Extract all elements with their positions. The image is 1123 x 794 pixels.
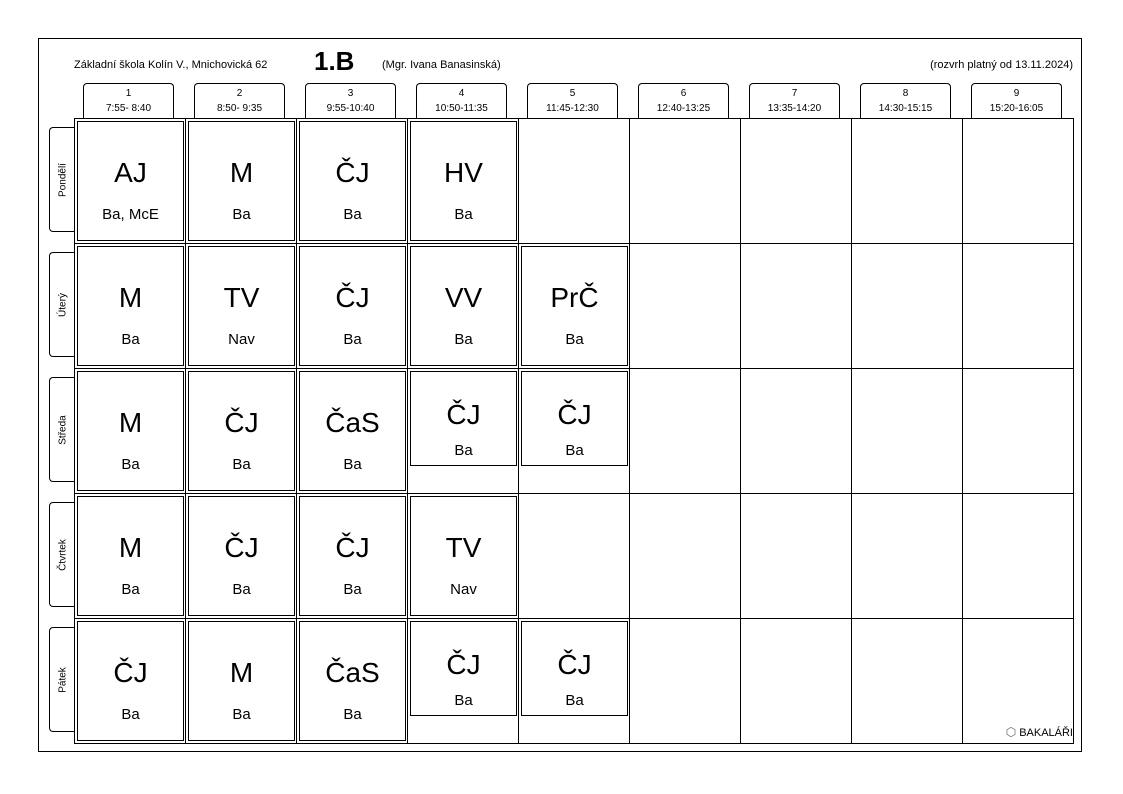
lesson-cell[interactable] bbox=[299, 621, 406, 741]
grid-column-line bbox=[629, 119, 630, 743]
period-tab-2 bbox=[194, 83, 285, 118]
period-time: 11:45-12:30 bbox=[546, 103, 599, 114]
lesson-cell[interactable] bbox=[410, 246, 517, 366]
lesson-teacher: Ba bbox=[565, 331, 584, 348]
lesson-cell[interactable] bbox=[521, 246, 628, 366]
period-time: 9:55-10:40 bbox=[326, 103, 375, 114]
lesson-teacher: Ba bbox=[454, 442, 473, 459]
grid-column-line bbox=[296, 119, 297, 743]
period-time: 13:35-14:20 bbox=[767, 103, 822, 114]
lesson-cell[interactable] bbox=[77, 246, 184, 366]
day-tab-1 bbox=[49, 127, 75, 232]
period-number: 1 bbox=[125, 88, 132, 99]
lesson-cell[interactable] bbox=[299, 496, 406, 616]
hexagon-logo-icon: ⬡ bbox=[1005, 725, 1017, 739]
period-tab-5 bbox=[527, 83, 618, 118]
period-number: 7 bbox=[791, 88, 798, 99]
period-tab-7 bbox=[749, 83, 840, 118]
lesson-teacher: Nav bbox=[450, 581, 477, 598]
lesson-subject: ČJ bbox=[335, 282, 370, 313]
lesson-teacher: Nav bbox=[228, 331, 255, 348]
day-name: Pátek bbox=[57, 666, 68, 693]
lesson-teacher: Ba bbox=[454, 206, 473, 223]
lesson-teacher: Ba bbox=[454, 692, 473, 709]
lesson-subject: VV bbox=[444, 282, 483, 313]
lesson-cell[interactable] bbox=[521, 371, 628, 466]
lesson-cell[interactable] bbox=[188, 496, 295, 616]
period-time: 12:40-13:25 bbox=[656, 103, 711, 114]
period-tab-9 bbox=[971, 83, 1062, 118]
lesson-subject: M bbox=[118, 282, 143, 313]
lesson-teacher: Ba bbox=[565, 442, 584, 459]
lesson-subject: AJ bbox=[114, 157, 147, 188]
lesson-subject: ČaS bbox=[325, 407, 380, 438]
lesson-subject: ČaS bbox=[325, 657, 380, 688]
grid-row-line bbox=[75, 618, 1073, 619]
lesson-teacher: Ba bbox=[343, 581, 362, 598]
lesson-cell[interactable] bbox=[188, 121, 295, 241]
lesson-subject: M bbox=[118, 532, 143, 563]
grid-row-line bbox=[75, 243, 1073, 244]
lesson-cell[interactable] bbox=[188, 621, 295, 741]
lesson-subject: ČJ bbox=[446, 649, 481, 680]
lesson-cell[interactable] bbox=[521, 621, 628, 716]
period-time: 15:20-16:05 bbox=[989, 103, 1044, 114]
lesson-teacher: Ba bbox=[232, 456, 251, 473]
bakalari-logo bbox=[1006, 725, 1073, 739]
period-tab-3 bbox=[305, 83, 396, 118]
lesson-teacher: Ba bbox=[121, 331, 140, 348]
period-number: 2 bbox=[236, 88, 243, 99]
grid-row-line bbox=[75, 493, 1073, 494]
period-number: 6 bbox=[680, 88, 687, 99]
lesson-cell[interactable] bbox=[188, 246, 295, 366]
lesson-subject: ČJ bbox=[335, 532, 370, 563]
lesson-teacher: Ba bbox=[232, 581, 251, 598]
lesson-subject: PrČ bbox=[550, 282, 599, 313]
period-time: 8:50- 9:35 bbox=[216, 103, 263, 114]
period-time: 14:30-15:15 bbox=[878, 103, 933, 114]
lesson-cell[interactable] bbox=[410, 621, 517, 716]
lesson-teacher: Ba bbox=[343, 706, 362, 723]
grid-column-line bbox=[518, 119, 519, 743]
lesson-teacher: Ba bbox=[121, 456, 140, 473]
lesson-teacher: Ba bbox=[232, 706, 251, 723]
lesson-subject: ČJ bbox=[113, 657, 148, 688]
lesson-cell[interactable] bbox=[77, 621, 184, 741]
lesson-subject: ČJ bbox=[446, 399, 481, 430]
period-number: 5 bbox=[569, 88, 576, 99]
lesson-cell[interactable] bbox=[299, 371, 406, 491]
period-number: 8 bbox=[902, 88, 909, 99]
day-name: Středa bbox=[57, 414, 68, 445]
lesson-cell[interactable] bbox=[299, 246, 406, 366]
lesson-teacher: Ba, McE bbox=[102, 206, 159, 223]
period-time: 10:50-11:35 bbox=[435, 103, 488, 114]
period-number: 4 bbox=[458, 88, 465, 99]
lesson-subject: TV bbox=[223, 282, 260, 313]
lesson-subject: M bbox=[229, 657, 254, 688]
validity-note: (rozvrh platný od 13.11.2024) bbox=[930, 59, 1073, 71]
lesson-cell[interactable] bbox=[77, 121, 184, 241]
day-name: Čtvrtek bbox=[57, 538, 68, 571]
lesson-subject: ČJ bbox=[557, 399, 592, 430]
period-number: 9 bbox=[1013, 88, 1020, 99]
lesson-teacher: Ba bbox=[565, 692, 584, 709]
class-title: 1.B bbox=[314, 46, 355, 76]
period-time: 7:55- 8:40 bbox=[105, 103, 152, 114]
logo-text: BAKALÁŘI bbox=[1019, 727, 1073, 739]
lesson-cell[interactable] bbox=[77, 371, 184, 491]
lesson-cell[interactable] bbox=[299, 121, 406, 241]
lesson-cell[interactable] bbox=[188, 371, 295, 491]
lesson-subject: ČJ bbox=[335, 157, 370, 188]
lesson-subject: ČJ bbox=[557, 649, 592, 680]
grid-row-line bbox=[75, 368, 1073, 369]
lesson-teacher: Ba bbox=[121, 706, 140, 723]
period-tab-1 bbox=[83, 83, 174, 118]
lesson-teacher: Ba bbox=[454, 331, 473, 348]
lesson-subject: TV bbox=[445, 532, 482, 563]
day-tab-3 bbox=[49, 377, 75, 482]
lesson-cell[interactable] bbox=[410, 121, 517, 241]
lesson-teacher: Ba bbox=[343, 456, 362, 473]
lesson-teacher: Ba bbox=[343, 331, 362, 348]
period-tab-4 bbox=[416, 83, 507, 118]
lesson-cell[interactable] bbox=[410, 371, 517, 466]
period-tab-8 bbox=[860, 83, 951, 118]
lesson-teacher: Ba bbox=[232, 206, 251, 223]
grid-column-line bbox=[740, 119, 741, 743]
lesson-subject: ČJ bbox=[224, 407, 259, 438]
grid-column-line bbox=[185, 119, 186, 743]
day-tab-5 bbox=[49, 627, 75, 732]
timetable-grid bbox=[74, 118, 1074, 744]
day-tab-4 bbox=[49, 502, 75, 607]
lesson-teacher: Ba bbox=[121, 581, 140, 598]
lesson-cell[interactable] bbox=[410, 496, 517, 616]
grid-column-line bbox=[407, 119, 408, 743]
lesson-subject: M bbox=[229, 157, 254, 188]
period-tab-6 bbox=[638, 83, 729, 118]
grid-column-line bbox=[962, 119, 963, 743]
day-tab-2 bbox=[49, 252, 75, 357]
lesson-subject: HV bbox=[444, 157, 483, 188]
day-name: Pondělí bbox=[57, 162, 68, 197]
period-number: 3 bbox=[347, 88, 354, 99]
lesson-subject: M bbox=[118, 407, 143, 438]
day-name: Úterý bbox=[57, 292, 68, 317]
grid-column-line bbox=[851, 119, 852, 743]
lesson-subject: ČJ bbox=[224, 532, 259, 563]
school-name: Základní škola Kolín V., Mnichovická 62 bbox=[74, 59, 268, 71]
class-teacher: (Mgr. Ivana Banasinská) bbox=[382, 59, 501, 71]
lesson-cell[interactable] bbox=[77, 496, 184, 616]
lesson-teacher: Ba bbox=[343, 206, 362, 223]
